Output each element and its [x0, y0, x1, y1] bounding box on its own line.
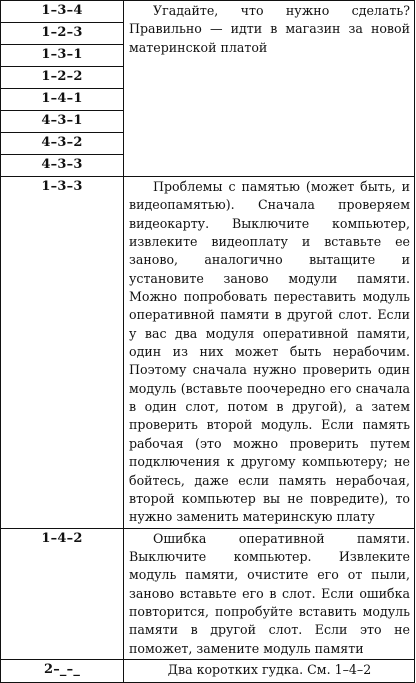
beep-code: 1–4–1	[1, 89, 124, 111]
code-description	[124, 1, 415, 177]
table-row	[1, 1, 415, 23]
beep-code: 4–3–3	[1, 155, 124, 177]
description-text: Проблемы с памятью (может быть, и видеопамятью). Сначала проверяем видеокарту. Выключите компьютер, извлеките видеоплату и вставьте ее заново, аналогично вытащите и установите заново модули памяти. Можно попробовать переставить модуль оперативной памяти в другой слот. Если у вас два модуля оперативной памяти, один из них может быть нерабочим. Поэтому сначала нужно проверить один модуль (вставьте поочередно его сначала в один слот, потом в другой), а затем проверить второй модуль. Если память рабочая (это можно проверить путем подключения к другому компьютеру; не бойтесь, даже если память нерабочая, второй компьютер вы не повредите), то нужно заменить материнскую плату	[129, 179, 410, 525]
beep-code: 1–3–3	[1, 177, 124, 529]
beep-code: 1–2–3	[1, 23, 124, 45]
table-row	[1, 659, 415, 682]
beep-code: 1–2–2	[1, 67, 124, 89]
beep-code: 1–3–4	[1, 1, 124, 23]
description-text: Ошибка оперативной памяти. Выключите компьютер. Извлеките модуль памяти, очистите его от пыли, заново вставьте его в слот. Если ошибка повторится, попробуйте вставить модуль памяти в другой слот. Если это не поможет, замените модуль памяти	[129, 530, 410, 656]
table-row	[1, 528, 415, 659]
code-description	[124, 659, 415, 682]
beep-code: 4–3–2	[1, 133, 124, 155]
beep-code: 1–4–2	[1, 528, 124, 659]
beep-code: 2–_–_	[1, 659, 124, 682]
code-description	[124, 177, 415, 529]
code-description	[124, 528, 415, 659]
description-text: Угадайте, что нужно сделать? Правильно — идти в магазин за новой материнской платой	[129, 3, 410, 55]
table-row	[1, 177, 415, 529]
beep-code: 1–3–1	[1, 45, 124, 67]
beep-code: 4–3–1	[1, 111, 124, 133]
description-text: Два коротких гудка. См. 1–4–2	[167, 661, 372, 677]
